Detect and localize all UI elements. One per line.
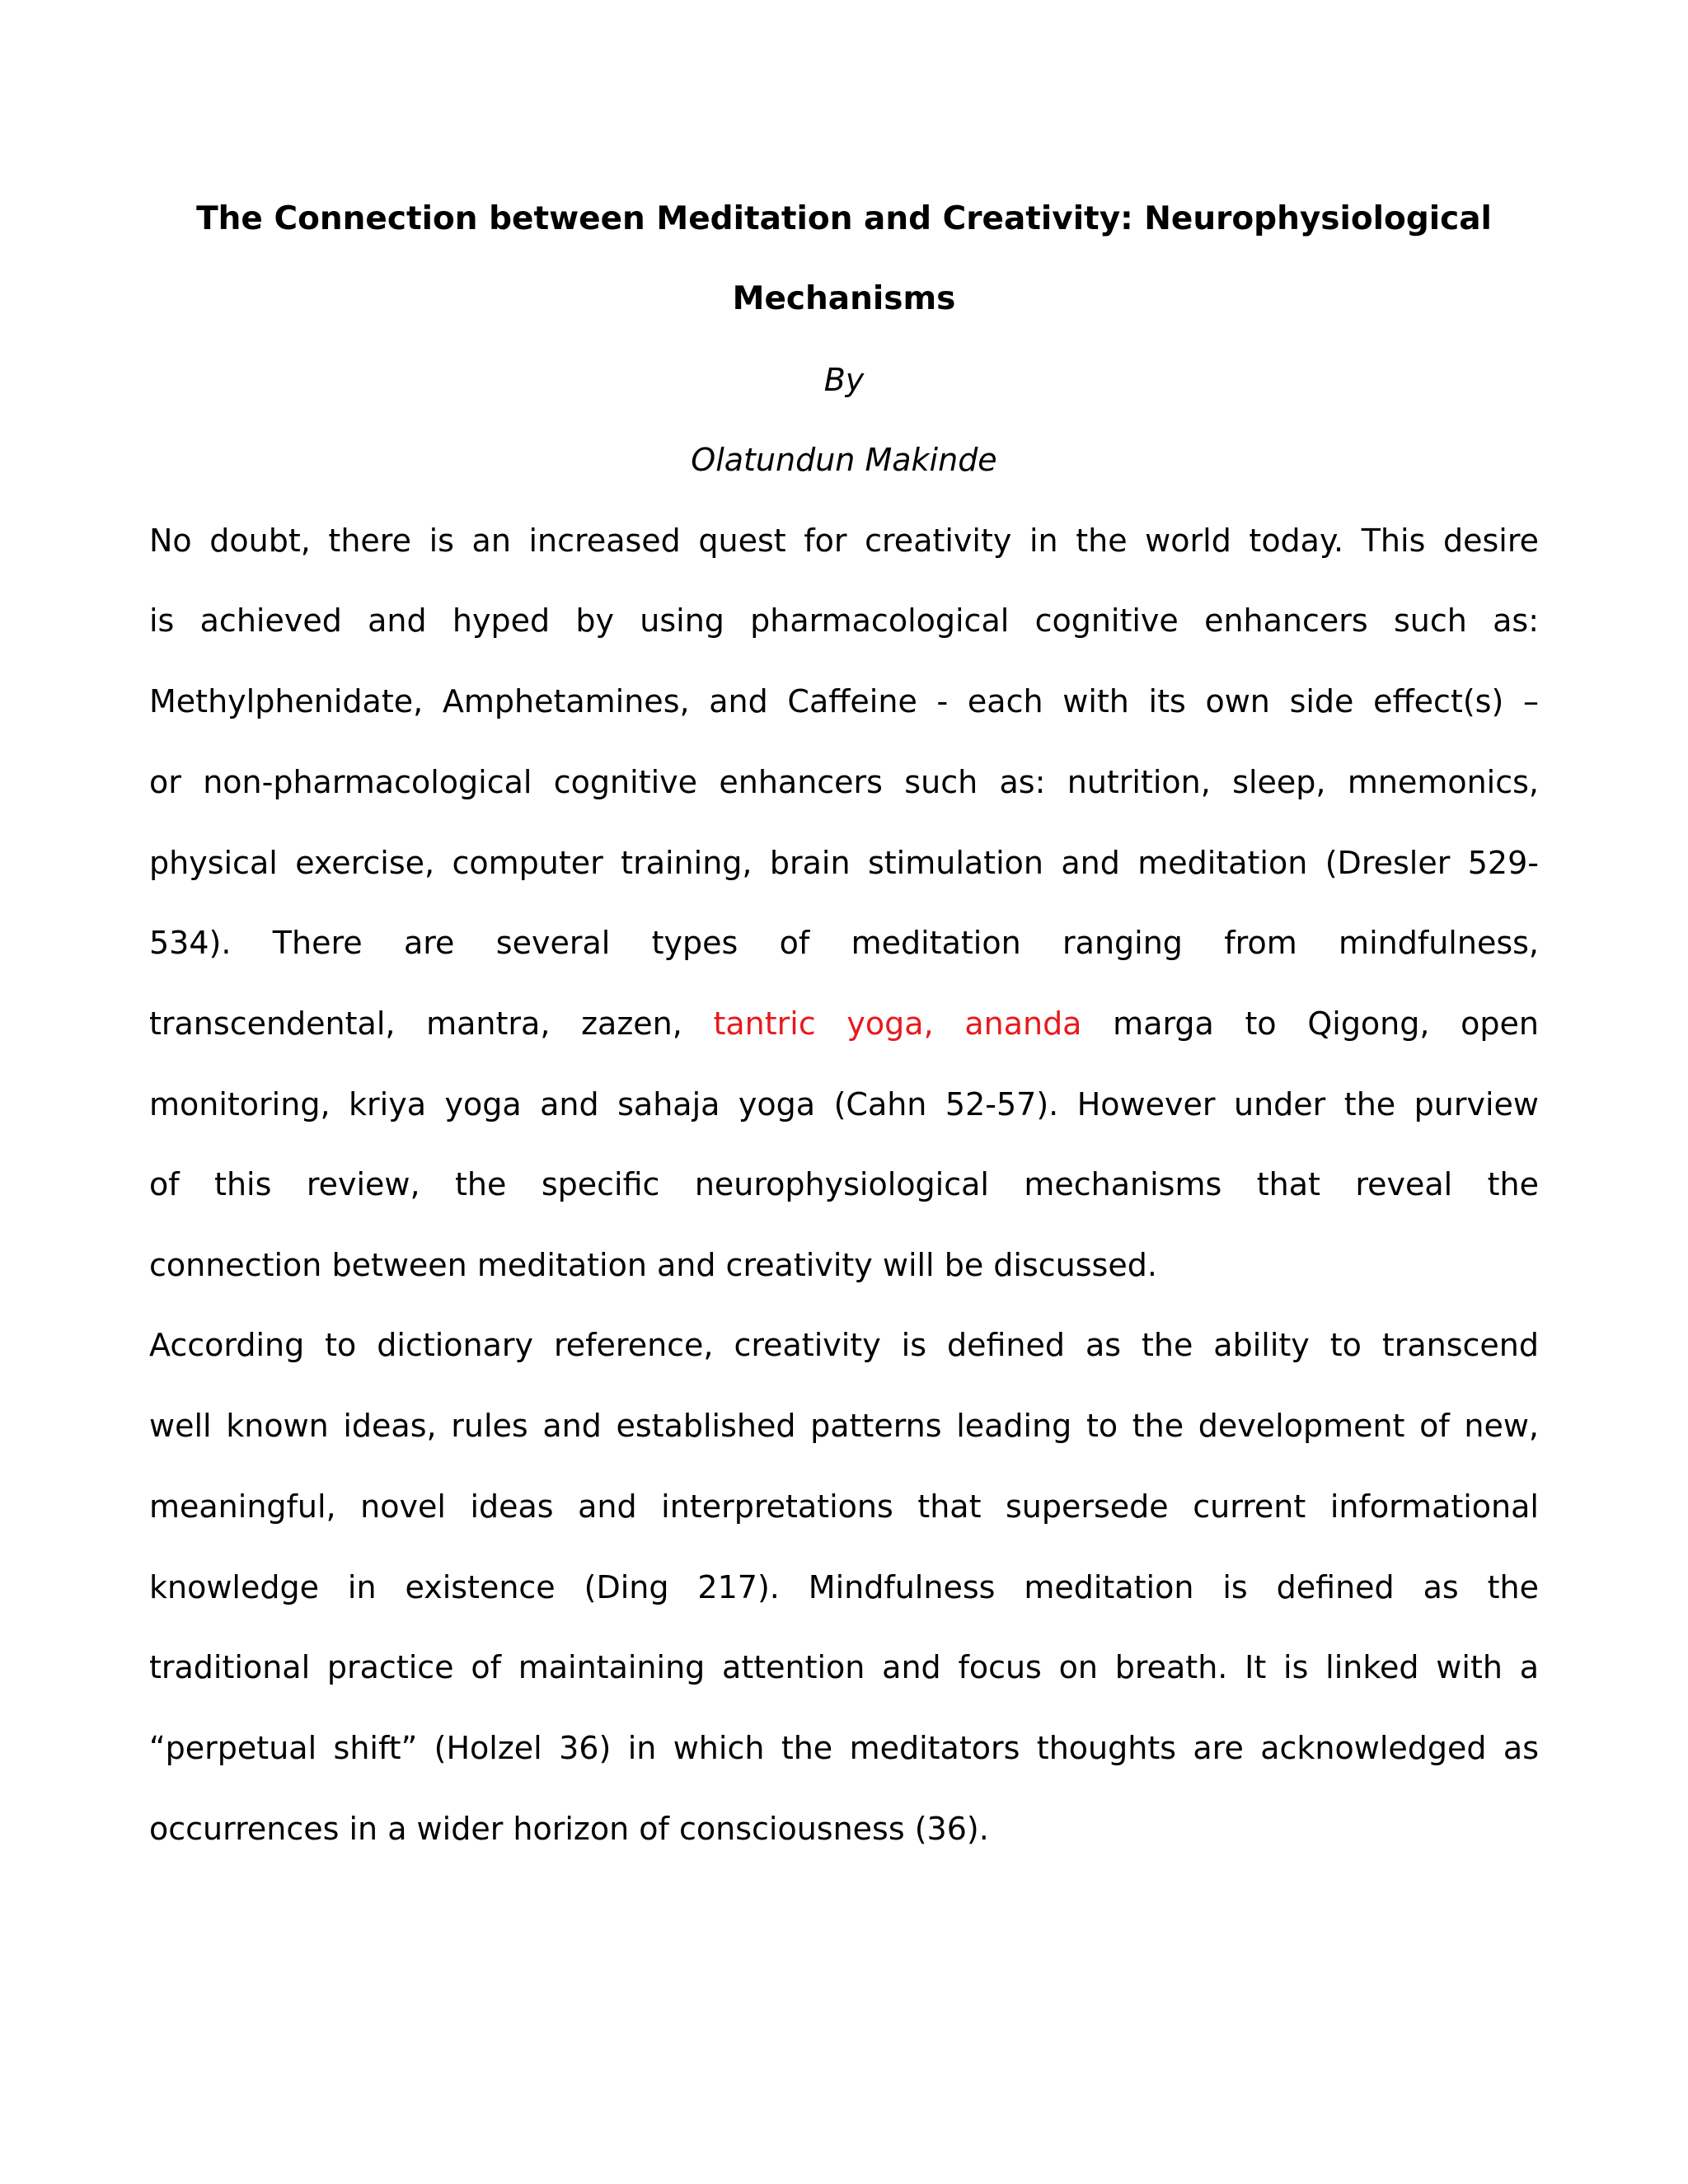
paragraph-1-line-10: connection between meditation and creativity will be discussed. xyxy=(149,1247,1157,1283)
paragraph-1-line-3: Methylphenidate, Amphetamines, and Caffeine - each with its own side effect(s) – xyxy=(149,683,1539,719)
line-7-text-before: transcendental, mantra, zazen, xyxy=(149,1005,682,1042)
line-7-text-after: marga to Qigong, open xyxy=(1113,1005,1539,1042)
paragraph-2-line-5: traditional practice of maintaining attention and focus on breath. It is linked with a xyxy=(149,1649,1539,1685)
title-line-1: The Connection between Meditation and Creativity: Neurophysiological xyxy=(196,200,1492,237)
paragraph-1-line-9: of this review, the specific neurophysiological mechanisms that reveal the xyxy=(149,1166,1539,1202)
paragraph-2-line-3: meaningful, novel ideas and interpretations that supersede current informational xyxy=(149,1488,1539,1525)
paragraph-2-line-7: occurrences in a wider horizon of consciousness (36). xyxy=(149,1811,989,1847)
byline-by: By xyxy=(823,362,865,398)
paragraph-1-line-5: physical exercise, computer training, brain stimulation and meditation (Dresler 529- xyxy=(149,845,1539,881)
paragraph-2-line-6: “perpetual shift” (Holzel 36) in which the meditators thoughts are acknowledged as xyxy=(149,1730,1539,1766)
byline-author: Olatundun Makinde xyxy=(691,442,997,478)
paragraph-2-line-2: well known ideas, rules and established patterns leading to the development of new, xyxy=(149,1408,1539,1444)
paragraph-1-line-7 xyxy=(149,1005,1539,1042)
paragraph-2-line-4: knowledge in existence (Ding 217). Mindfulness meditation is defined as the xyxy=(149,1569,1539,1605)
paragraph-1-line-6: 534). There are several types of meditation ranging from mindfulness, xyxy=(149,925,1539,961)
paragraph-1-line-8: monitoring, kriya yoga and sahaja yoga (Cahn 52-57). However under the purview xyxy=(149,1086,1539,1122)
paragraph-1-line-1: No doubt, there is an increased quest for creativity in the world today. This desire xyxy=(149,523,1539,559)
paragraph-1-line-2: is achieved and hyped by using pharmacological cognitive enhancers such as: xyxy=(149,602,1539,639)
title-line-2: Mechanisms xyxy=(732,280,956,317)
paragraph-2-line-1: According to dictionary reference, creativity is defined as the ability to transcend xyxy=(149,1327,1539,1363)
highlighted-text: tantric yoga, ananda xyxy=(713,1005,1082,1042)
paragraph-1-line-4: or non-pharmacological cognitive enhancers such as: nutrition, sleep, mnemonics, xyxy=(149,764,1539,800)
